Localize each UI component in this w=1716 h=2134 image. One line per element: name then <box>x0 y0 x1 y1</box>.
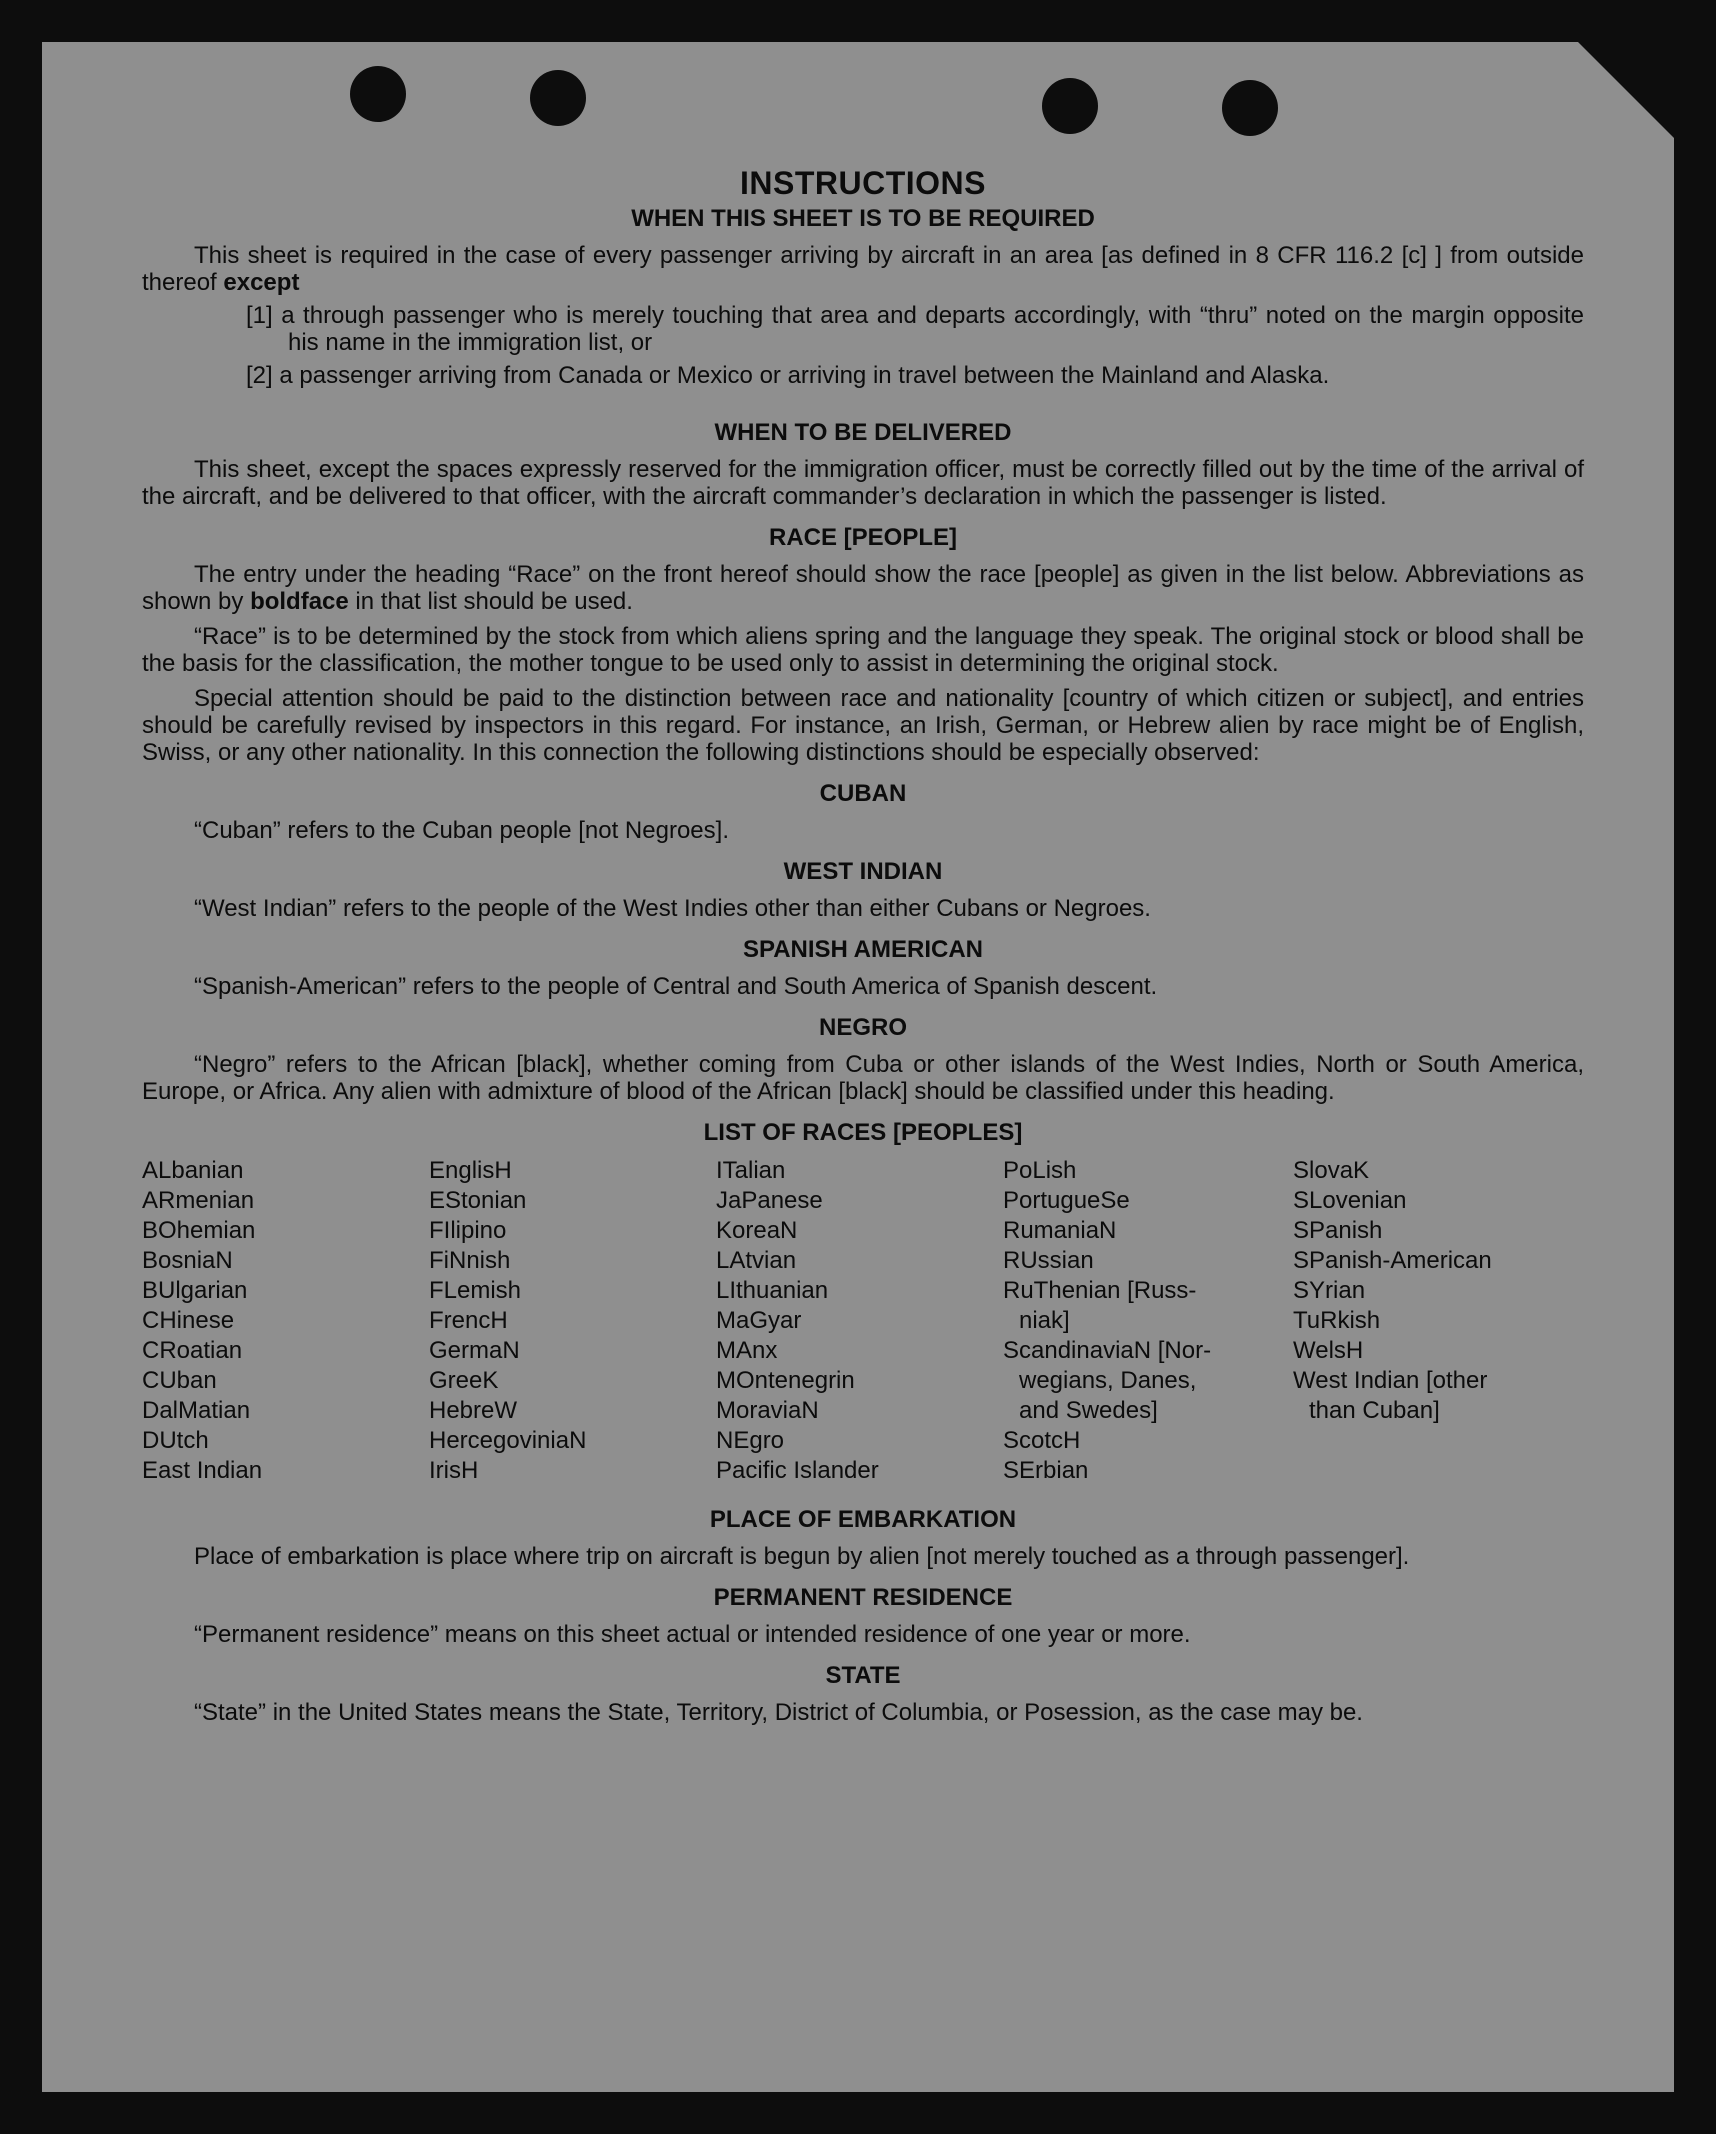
section-heading: WHEN THIS SHEET IS TO BE REQUIRED <box>631 205 1095 232</box>
race-item: RumaniaN <box>1003 1217 1117 1244</box>
race-item: BOhemian <box>142 1217 256 1244</box>
race-item: ScandinaviaN [Nor- <box>1003 1337 1212 1364</box>
section-text: This sheet, except the spaces expressly reserved for the immigration officer, must be correctly filled out by the time of the arrival of the aircraft, and be delivered to that officer, with the aircraft commander’s declaration in which the passenger is listed. <box>142 456 1584 510</box>
race-item: MaGyar <box>716 1307 802 1334</box>
race-item: niak] <box>1019 1307 1070 1334</box>
races-column-5 <box>1293 1156 1583 1486</box>
race-item: NEgro <box>716 1427 785 1454</box>
section-text: This sheet is required in the case of every passenger arriving by aircraft in an area [as defined in 8 CFR 116.2 [c] ] from outside thereof except <box>142 242 1584 296</box>
race-item: West Indian [other <box>1293 1367 1488 1394</box>
document-page <box>42 42 1674 2092</box>
race-item: WelsH <box>1293 1337 1364 1364</box>
section-text: “Spanish-American” refers to the people of Central and South America of Spanish descent. <box>194 973 1158 1000</box>
section-text: Place of embarkation is place where trip on aircraft is begun by alien [not merely touched as a through passenger]. <box>194 1543 1410 1570</box>
race-item: MOntenegrin <box>716 1367 855 1394</box>
race-item: KoreaN <box>716 1217 798 1244</box>
race-item: CHinese <box>142 1307 235 1334</box>
races-column-1 <box>142 1156 429 1486</box>
race-item: FiNnish <box>429 1247 511 1274</box>
punch-hole <box>350 66 406 122</box>
section-cuban <box>142 780 1584 844</box>
race-item: FIlipino <box>429 1217 507 1244</box>
section-heading: WHEN TO BE DELIVERED <box>714 419 1012 446</box>
race-item: SYrian <box>1293 1277 1366 1304</box>
section-heading: STATE <box>825 1662 901 1689</box>
section-text: “Negro” refers to the African [black], whether coming from Cuba or other islands of the West Indies, North or South America, Europe, or Africa. Any alien with admixture of blood of the African [black] should be classified under this heading. <box>142 1051 1584 1105</box>
section-heading: RACE [PEOPLE] <box>768 524 957 551</box>
race-item: HercegoviniaN <box>429 1427 587 1454</box>
section-text: “Cuban” refers to the Cuban people [not Negroes]. <box>194 817 729 844</box>
section-text: The entry under the heading “Race” on the front hereof should show the race [people] as given in the list below. Abbreviations as shown by boldface in that list should be used. <box>142 561 1584 615</box>
race-item: SErbian <box>1003 1457 1089 1484</box>
race-item: Pacific Islander <box>716 1457 879 1484</box>
race-item: DalMatian <box>142 1397 251 1424</box>
section-when-delivered <box>142 419 1584 510</box>
race-item: SPanish <box>1293 1217 1383 1244</box>
race-item: RuThenian [Russ- <box>1003 1277 1197 1304</box>
race-item: ScotcH <box>1003 1427 1081 1454</box>
race-item: FLemish <box>429 1277 522 1304</box>
section-race <box>142 524 1584 766</box>
race-item: TuRkish <box>1293 1307 1381 1334</box>
race-item: MAnx <box>716 1337 778 1364</box>
race-item: LAtvian <box>716 1247 797 1274</box>
race-item: GermaN <box>429 1337 520 1364</box>
race-item: MoraviaN <box>716 1397 819 1424</box>
race-item: ALbanian <box>142 1157 244 1184</box>
section-text: Special attention should be paid to the distinction between race and nationality [country of which citizen or subject], and entries should be carefully revised by inspectors in this regard. For instance, an Irish, German, or Hebrew alien by race might be of English, Swiss, or any other nationality. In this connection the following distinctions should be especially observed: <box>142 685 1584 766</box>
race-item: EnglisH <box>429 1157 512 1184</box>
exception-item-1: [1] a through passenger who is merely touching that area and departs accordingly, with “thru” noted on the margin opposite his name in the immigration list, or <box>246 302 1584 356</box>
race-item: SLovenian <box>1293 1187 1407 1214</box>
race-item: ARmenian <box>142 1187 255 1214</box>
section-heading: NEGRO <box>818 1014 907 1041</box>
punch-hole <box>1042 78 1098 134</box>
races-column-3 <box>716 1156 1003 1486</box>
race-item: IrisH <box>429 1457 479 1484</box>
list-heading: LIST OF RACES [PEOPLES] <box>703 1119 1023 1146</box>
race-item: SlovaK <box>1293 1157 1370 1184</box>
document-content <box>142 165 1584 1726</box>
race-item: PoLish <box>1003 1157 1077 1184</box>
race-item: and Swedes] <box>1019 1397 1158 1424</box>
page-title: INSTRUCTIONS <box>740 165 986 201</box>
punch-hole <box>1222 80 1278 136</box>
section-spanish-american <box>142 936 1584 1000</box>
section-heading: PLACE OF EMBARKATION <box>709 1506 1017 1533</box>
section-text: “Race” is to be determined by the stock from which aliens spring and the language they speak. The original stock or blood shall be the basis for the classification, the mother tongue to be used only to assist in determining the original stock. <box>142 623 1584 677</box>
race-item: JaPanese <box>716 1187 823 1214</box>
section-west-indian <box>142 858 1584 922</box>
race-item: BUlgarian <box>142 1277 248 1304</box>
race-item: GreeK <box>429 1367 499 1394</box>
race-item: ITalian <box>716 1157 786 1184</box>
section-permanent-residence <box>142 1584 1584 1648</box>
races-column-4 <box>1003 1156 1293 1486</box>
folded-corner <box>1576 40 1676 140</box>
race-item: CUban <box>142 1367 217 1394</box>
section-text: “State” in the United States means the State, Territory, District of Columbia, or Posession, as the case may be. <box>194 1699 1363 1726</box>
race-item: HebreW <box>429 1397 518 1424</box>
race-item: FrencH <box>429 1307 508 1334</box>
section-embarkation <box>142 1506 1584 1570</box>
section-heading: SPANISH AMERICAN <box>742 936 983 963</box>
exception-item-2: [2] a passenger arriving from Canada or Mexico or arriving in travel between the Mainland and Alaska. <box>246 362 1330 389</box>
races-list <box>142 1156 1584 1486</box>
section-text: “Permanent residence” means on this sheet actual or intended residence of one year or more. <box>194 1621 1191 1648</box>
section-when-required <box>142 205 1584 389</box>
race-item: LIthuanian <box>716 1277 829 1304</box>
section-heading: WEST INDIAN <box>783 858 943 885</box>
section-state <box>142 1662 1584 1726</box>
section-text: “West Indian” refers to the people of the West Indies other than either Cubans or Negroes. <box>194 895 1151 922</box>
section-heading: PERMANENT RESIDENCE <box>713 1584 1013 1611</box>
race-item: SPanish-American <box>1293 1247 1492 1274</box>
race-item: PortugueSe <box>1003 1187 1130 1214</box>
punch-hole <box>530 70 586 126</box>
race-item: wegians, Danes, <box>1019 1367 1197 1394</box>
race-item: than Cuban] <box>1309 1397 1440 1424</box>
section-negro <box>142 1014 1584 1105</box>
race-item: CRoatian <box>142 1337 243 1364</box>
race-item: East Indian <box>142 1457 263 1484</box>
race-item: DUtch <box>142 1427 209 1454</box>
race-item: RUssian <box>1003 1247 1094 1274</box>
race-item: EStonian <box>429 1187 527 1214</box>
race-item: BosniaN <box>142 1247 233 1274</box>
section-heading: CUBAN <box>819 780 907 807</box>
races-column-2 <box>429 1156 716 1486</box>
